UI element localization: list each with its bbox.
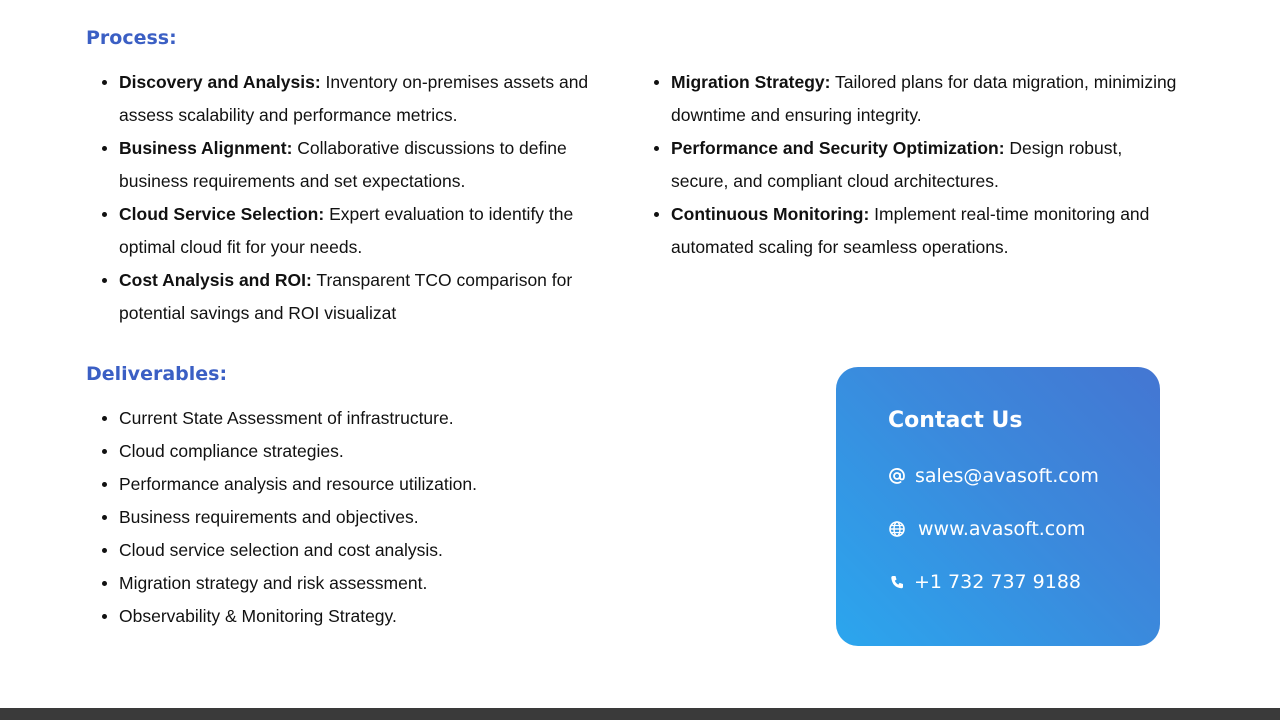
item-text: Transparent TCO comparison for potential savings and ROI visualizat xyxy=(119,270,573,323)
phone-link[interactable]: +1 732 737 9188 xyxy=(914,571,1082,593)
list-item xyxy=(639,132,1179,198)
process-heading: Process: xyxy=(86,27,177,49)
item-text: Inventory on-premises assets and assess scalability and performance metrics. xyxy=(119,72,589,125)
list-item xyxy=(639,66,1179,132)
deliverables-list xyxy=(87,402,647,633)
list-item: Current State Assessment of infrastructure. xyxy=(87,402,647,435)
list-item xyxy=(87,132,607,198)
contact-phone[interactable] xyxy=(888,571,1081,593)
process-list-right xyxy=(639,66,1179,264)
contact-email[interactable] xyxy=(888,465,1099,487)
item-text: Implement real-time monitoring and automated scaling for seamless operations. xyxy=(671,204,1150,257)
website-link[interactable]: www.avasoft.com xyxy=(918,518,1086,540)
list-item: Cloud service selection and cost analysis. xyxy=(87,534,647,567)
globe-icon xyxy=(888,520,906,538)
item-title: Migration Strategy: xyxy=(671,72,831,92)
item-title: Continuous Monitoring: xyxy=(671,204,870,224)
deliverables-heading: Deliverables: xyxy=(86,363,228,385)
process-list-left xyxy=(87,66,607,330)
list-item xyxy=(87,264,607,330)
contact-card xyxy=(836,367,1160,646)
list-item: Performance analysis and resource utilization. xyxy=(87,468,647,501)
list-item xyxy=(639,198,1179,264)
phone-icon xyxy=(888,573,906,591)
footer-bar xyxy=(0,708,1280,720)
item-title: Business Alignment: xyxy=(119,138,293,158)
item-title: Performance and Security Optimization: xyxy=(671,138,1005,158)
at-icon xyxy=(888,467,906,485)
item-title: Cost Analysis and ROI: xyxy=(119,270,312,290)
list-item xyxy=(87,198,607,264)
item-title: Discovery and Analysis: xyxy=(119,72,321,92)
item-title: Cloud Service Selection: xyxy=(119,204,325,224)
item-text: Design robust, secure, and compliant cloud architectures. xyxy=(671,138,1123,191)
list-item: Migration strategy and risk assessment. xyxy=(87,567,647,600)
item-text: Expert evaluation to identify the optimal cloud fit for your needs. xyxy=(119,204,574,257)
list-item: Business requirements and objectives. xyxy=(87,501,647,534)
list-item: Cloud compliance strategies. xyxy=(87,435,647,468)
list-item: Observability & Monitoring Strategy. xyxy=(87,600,647,633)
contact-website[interactable] xyxy=(888,518,1085,540)
email-link[interactable]: sales@avasoft.com xyxy=(915,465,1099,487)
item-text: Collaborative discussions to define business requirements and set expectations. xyxy=(119,138,567,191)
contact-title: Contact Us xyxy=(888,408,1023,433)
item-text: Tailored plans for data migration, minimizing downtime and ensuring integrity. xyxy=(671,72,1177,125)
list-item xyxy=(87,66,607,132)
